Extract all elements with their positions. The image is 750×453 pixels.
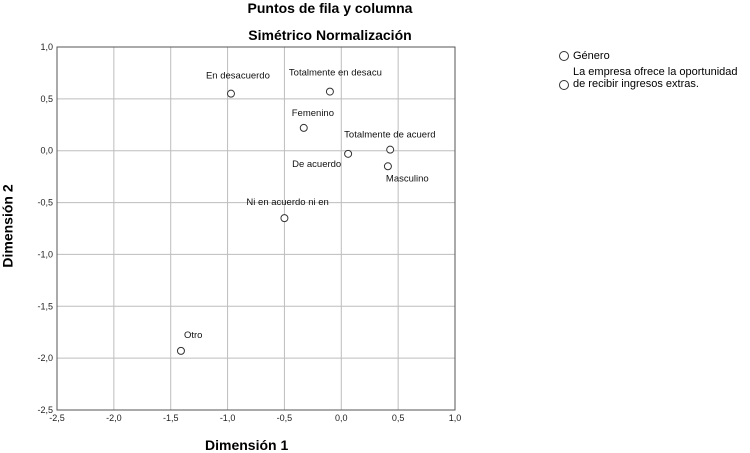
y-tick-label: 0,0	[40, 145, 53, 156]
plot-frame	[57, 47, 455, 410]
legend	[558, 50, 748, 94]
y-tick-label: -2,5	[37, 405, 53, 415]
y-tick-label: 1,0	[40, 42, 53, 52]
data-point-marker	[227, 90, 234, 97]
x-tick-label: -2,0	[106, 413, 122, 423]
data-point-label: En desacuerdo	[205, 70, 270, 82]
x-tick-label: -1,0	[219, 413, 236, 423]
data-point-marker	[177, 347, 184, 354]
data-point-label: Masculino	[385, 173, 429, 185]
data-point-label: Totalmente de acuerd	[344, 129, 436, 141]
legend-item-genero	[558, 50, 748, 62]
data-point-marker	[300, 124, 307, 131]
legend-circle-marker-icon	[559, 51, 569, 61]
legend-circle-marker-icon	[559, 80, 569, 90]
x-tick-label: -2,5	[49, 413, 65, 423]
y-tick-label: -2,0	[37, 353, 53, 364]
data-point-marker	[281, 215, 288, 222]
x-tick-label: 0,0	[335, 413, 348, 423]
x-tick-label: 0,5	[391, 413, 405, 423]
y-tick-label: 0,5	[40, 93, 53, 104]
data-point-marker	[345, 150, 352, 157]
legend-label: Género	[573, 50, 610, 62]
y-tick-label: -0,5	[37, 197, 53, 208]
legend-label: La empresa ofrece la oportunidad de recibir ingresos extras.	[573, 66, 738, 90]
legend-item-ingresos-extras	[558, 66, 748, 90]
y-axis-title: Dimensión 2	[0, 184, 16, 268]
x-tick-label: -0,5	[276, 413, 293, 423]
data-point-marker	[387, 146, 394, 153]
chart-subtitle: Simétrico Normalización	[248, 27, 412, 43]
x-axis-title: Dimensión 1	[205, 437, 289, 453]
data-point-label: De acuerdo	[292, 158, 342, 170]
data-point-marker	[326, 88, 333, 95]
x-tick-label: 1,0	[448, 413, 462, 423]
y-tick-label: -1,0	[37, 249, 53, 260]
data-point-marker	[384, 163, 391, 170]
data-point-label: Otro	[183, 329, 203, 341]
chart-title: Puntos de fila y columna	[247, 0, 413, 16]
x-tick-label: -1,5	[162, 413, 179, 423]
data-point-label: Totalmente en desacu	[288, 67, 382, 79]
data-point-label: Femenino	[291, 107, 335, 119]
data-point-label: Ni en acuerdo ni en	[246, 197, 329, 209]
y-tick-label: -1,5	[37, 301, 53, 312]
